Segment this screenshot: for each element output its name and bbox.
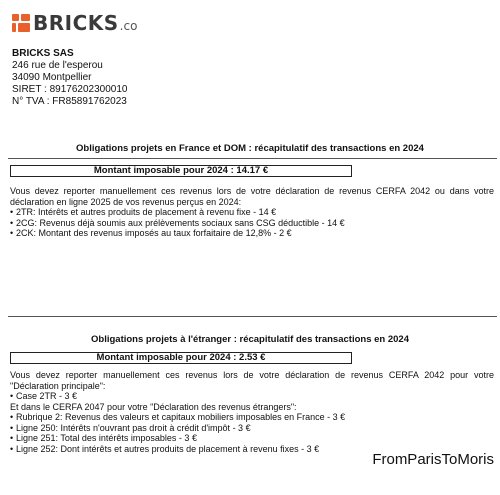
- company-address: [12, 48, 127, 108]
- foreign-body: [10, 370, 494, 454]
- list-item: • Rubrique 2: Revenus des valeurs et capitaux mobiliers imposables en France - 3 €: [10, 412, 494, 423]
- foreign-intro2: Et dans le CERFA 2047 pour votre "Déclaration des revenus étrangers":: [10, 401, 297, 412]
- foreign-section-title: Obligations projets à l'étranger : récapitulatif des transactions en 2024: [91, 334, 409, 345]
- section-separator: [8, 316, 497, 317]
- france-body: [10, 186, 494, 239]
- france-list: [10, 207, 494, 239]
- logo-brand: BRICKS: [33, 11, 119, 35]
- france-intro: Vous devez reporter manuellement ces revenus lors de votre déclaration de revenus CERFA 2042 ou dans votre déclaration en ligne 2025 de vos revenus perçus en 2024:: [10, 186, 494, 207]
- company-street: 246 rue de l'esperou: [12, 60, 103, 71]
- list-item: • Case 2TR - 3 €: [10, 391, 494, 402]
- list-item: • 2TR: Intérêts et autres produits de placement à revenu fixe - 14 €: [10, 207, 494, 218]
- france-divider: [8, 158, 497, 159]
- list-item: • Ligne 250: Intérêts n'ouvrant pas droit à crédit d'impôt - 3 €: [10, 423, 494, 434]
- foreign-intro: Vous devez reporter manuellement ces revenus lors de votre déclaration de revenus CERFA 2042 pour votre "Déclaration principale":: [10, 370, 494, 391]
- watermark-text: FromParisToMoris: [372, 451, 494, 468]
- company-tva: N° TVA : FR85891762023: [12, 96, 127, 107]
- logo-tld: .co: [119, 18, 138, 33]
- company-name: BRICKS SAS: [12, 48, 74, 59]
- france-amount-box: Montant imposable pour 2024 : 14.17 €: [10, 165, 352, 177]
- company-siret: SIRET : 89176202300010: [12, 84, 128, 95]
- bricks-logo: [12, 12, 137, 34]
- foreign-amount-box: Montant imposable pour 2024 : 2.53 €: [10, 352, 352, 364]
- list-item: • 2CK: Montant des revenus imposés au taux forfaitaire de 12,8% - 2 €: [10, 228, 494, 239]
- list-item: • Ligne 252: Dont intérêts et autres produits de placement à revenu fixes - 3 €: [10, 444, 494, 455]
- bricks-logo-icon: [12, 14, 30, 32]
- company-city: 34090 Montpellier: [12, 72, 92, 83]
- list-item: • Ligne 251: Total des intérêts imposables - 3 €: [10, 433, 494, 444]
- list-item: • 2CG: Revenus déjà soumis aux prélèvements sociaux sans CSG déductible - 14 €: [10, 218, 494, 229]
- foreign-list-b: [10, 412, 494, 454]
- france-section-title: Obligations projets en France et DOM : récapitulatif des transactions en 2024: [76, 143, 424, 154]
- foreign-list-a: [10, 391, 494, 402]
